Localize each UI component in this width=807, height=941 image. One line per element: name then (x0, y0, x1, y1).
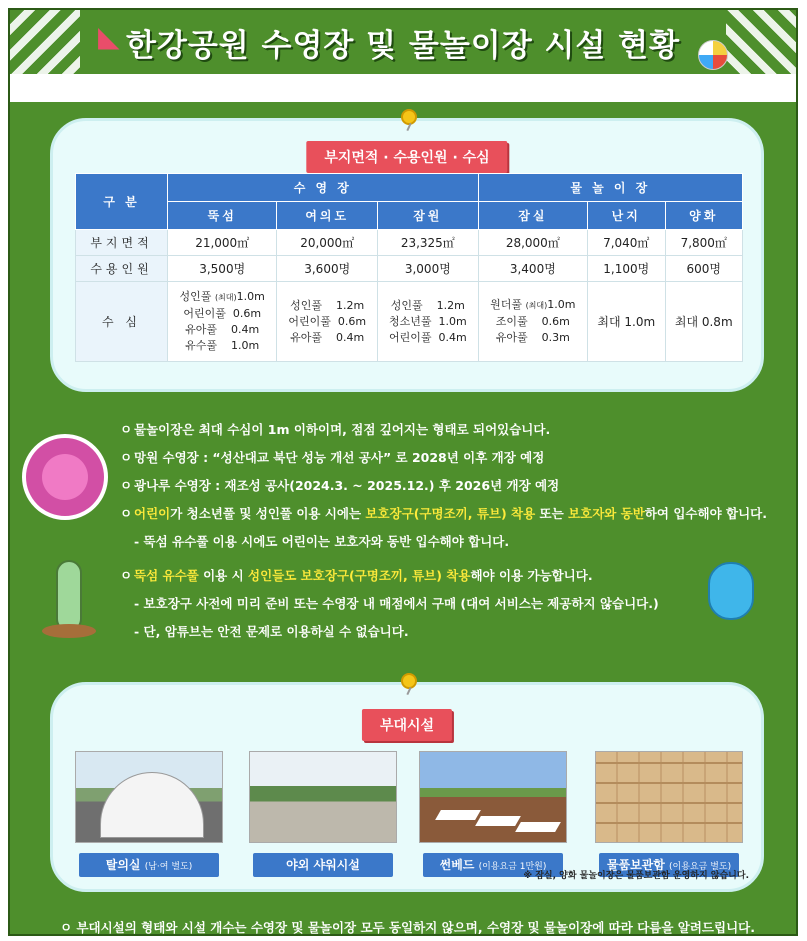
depth-line: 유아풀 0.3m (495, 331, 570, 344)
depth-line: 청소년풀 1.0m (388, 314, 467, 328)
facility-card-locker (595, 751, 743, 872)
section-badge-facilities: 부대시설 (362, 709, 452, 741)
group-head-pool: 수 영 장 (168, 174, 479, 202)
page-title: 한강공원 수영장 및 물놀이장 시설 현황 (125, 28, 681, 64)
depth-cell (168, 282, 277, 362)
table-row-area (76, 230, 743, 256)
note-item: ㅇ 물놀이장은 최대 수심이 1m 이하이며, 점점 깊어지는 형태로 되어있습니다. (120, 422, 551, 437)
site-head: 잠원 (378, 202, 479, 230)
note-item: ㅇ 뚝섬 유수풀 이용 시 성인들도 보호장구(구명조끼, 튜브) 착용해야 이용 가능합니다. (120, 568, 593, 583)
shower-photo (249, 751, 397, 843)
facility-label: 썬베드 (이용요금 1만원) (423, 853, 563, 877)
pushpin-icon (401, 109, 417, 125)
depth-cell: 최대 0.8m (665, 282, 743, 362)
mascot-green-character (40, 554, 96, 640)
table-row-depth (76, 282, 743, 362)
depth-line: 유아풀 0.4m (185, 323, 260, 336)
depth-line: 어린이풀 0.6m (183, 307, 262, 320)
mascot-blue-dino (696, 556, 766, 626)
site-head: 뚝섬 (168, 202, 277, 230)
depth-cell (277, 282, 378, 362)
table-cell: 600명 (665, 256, 743, 282)
note-subitem: - 뚝섬 유수풀 이용 시에도 어린이는 보호자와 동반 입수해야 합니다. (134, 534, 510, 549)
site-head: 양화 (665, 202, 743, 230)
watermelon-icon: ◣ (98, 20, 120, 53)
row-label: 수 심 (76, 282, 168, 362)
depth-line: 성인풀 (최대)1.0m (179, 290, 265, 303)
depth-line: 어린이풀 0.6m (288, 314, 367, 328)
info-panel (50, 118, 764, 392)
row-label: 수용인원 (76, 256, 168, 282)
poster-frame (8, 8, 798, 936)
site-head: 잠실 (478, 202, 587, 230)
site-head: 여의도 (277, 202, 378, 230)
depth-line: 성인풀 1.2m (290, 298, 365, 312)
changing-room-photo (75, 751, 223, 843)
mascot-soul-friends-badge (22, 434, 108, 520)
facility-gallery (75, 751, 745, 871)
note-subitem: - 보호장구 사전에 미리 준비 또는 수영장 내 매점에서 구매 (대여 서비스는 제공하지 않습니다.) (134, 596, 659, 611)
note-item: ㅇ 광나루 수영장 : 재조성 공사(2024.3. ~ 2025.12.) 후 2026년 개장 예정 (120, 478, 560, 493)
depth-cell: 최대 1.0m (588, 282, 665, 362)
facilities-panel (50, 682, 764, 892)
table-cell: 21,000㎡ (168, 230, 277, 256)
facility-card-shower (249, 751, 397, 872)
section-badge-area-capacity-depth: 부지면적 · 수용인원 · 수심 (306, 141, 507, 173)
header (10, 10, 796, 74)
note-item: ㅇ 망원 수영장 : “성산대교 북단 성능 개선 공사” 로 2028년 이후 개장 예정 (120, 450, 545, 465)
facility-table (75, 173, 743, 362)
group-head-waterplay: 물 놀 이 장 (478, 174, 742, 202)
table-cell: 20,000㎡ (277, 230, 378, 256)
depth-line: 어린이풀 0.4m (388, 330, 467, 344)
depth-cell (478, 282, 587, 362)
table-cell: 7,040㎡ (588, 230, 665, 256)
pushpin-icon (401, 673, 417, 689)
facility-card-sunbed (419, 751, 567, 872)
depth-line: 조이풀 0.6m (495, 315, 570, 328)
site-head: 난지 (588, 202, 665, 230)
depth-line: 유수풀 1.0m (185, 339, 260, 352)
table-cell: 1,100명 (588, 256, 665, 282)
bottom-note: ㅇ 부대시설의 형태와 시설 개수는 수영장 및 물놀이장 모두 동일하지 않으며, 수영장 및 물놀이장에 따라 다름을 알려드립니다. (60, 920, 755, 935)
note-subitem: - 단, 암튜브는 안전 문제로 이용하실 수 없습니다. (134, 624, 409, 639)
locker-photo (595, 751, 743, 843)
table-cell: 3,000명 (378, 256, 479, 282)
table-cell: 3,500명 (168, 256, 277, 282)
table-cell: 7,800㎡ (665, 230, 743, 256)
mascot-face (42, 454, 88, 500)
facility-card-changing-room (75, 751, 223, 872)
table-cell: 3,400명 (478, 256, 587, 282)
row-label: 부지면적 (76, 230, 168, 256)
depth-line: 성인풀 1.2m (390, 298, 465, 312)
col-head: 구 분 (76, 174, 168, 230)
table-cell: 28,000㎡ (478, 230, 587, 256)
locker-footnote: ※ 잠실, 양화 물놀이장은 물품보관함 운영하지 않습니다. (523, 871, 749, 881)
facility-label: 탈의실 (남·여 별도) (79, 853, 219, 877)
facility-label: 물품보관함 (이용요금 별도) (599, 853, 739, 877)
depth-line: 유아풀 0.4m (290, 330, 365, 344)
header-band (10, 74, 796, 102)
table-row-capacity (76, 256, 743, 282)
note-item: ㅇ 어린이가 청소년풀 및 성인풀 이용 시에는 보호장구(구명조끼, 튜브) 착용 또는 보호자와 동반하여 입수해야 합니다. (120, 506, 767, 521)
table-cell: 23,325㎡ (378, 230, 479, 256)
sunbed-photo (419, 751, 567, 843)
depth-line: 원더풀 (최대)1.0m (490, 298, 576, 311)
facility-label: 야외 샤워시설 (253, 853, 393, 877)
beach-ball-icon (698, 40, 728, 70)
depth-cell (378, 282, 479, 362)
table-cell: 3,600명 (277, 256, 378, 282)
